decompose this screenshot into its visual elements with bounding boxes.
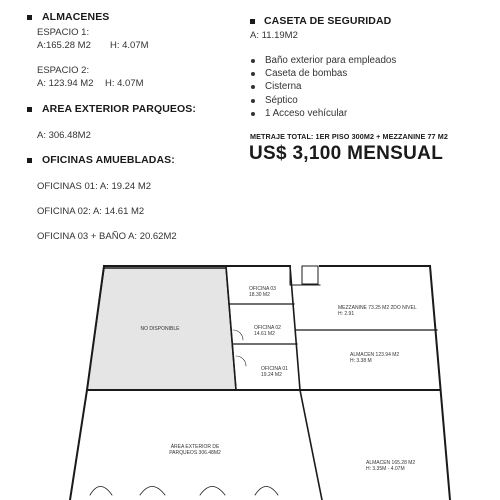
room-height: H: 2.91 <box>338 311 355 317</box>
parking-marking <box>90 487 112 496</box>
almacenes-heading: ALMACENES <box>42 11 110 23</box>
oficina03-info: OFICINA 03 + BAÑO A: 20.62M2 <box>37 231 177 242</box>
espacio1-height: H: 4.07M <box>110 40 149 51</box>
espacio2-area: A: 123.94 M2 <box>37 78 94 89</box>
oficina01-info: OFICINAS 01: A: 19.24 M2 <box>37 181 152 192</box>
list-item: 1 Acceso vehícular <box>250 107 396 120</box>
oficina02-info: OFICINA 02: A: 14.61 M2 <box>37 206 145 217</box>
almacen2-label <box>350 352 399 364</box>
caseta-area: A: 11.19M2 <box>250 30 298 41</box>
room-name: ÁREA EXTERIOR DE <box>170 444 220 450</box>
room-name: OFICINA 03 <box>249 286 276 292</box>
room-area: PARQUEOS 306.48M2 <box>169 450 221 456</box>
oficina01-label <box>261 366 288 378</box>
espacio2-label: ESPACIO 2: <box>37 65 90 76</box>
mezzanine-label <box>338 305 417 317</box>
room-name: OFICINA 01 <box>261 366 288 372</box>
list-item: Séptico <box>250 94 396 107</box>
list-item: Cisterna <box>250 80 396 93</box>
room-area: 19.24 M2 <box>261 372 282 378</box>
room-area: 18.30 M2 <box>249 292 270 298</box>
list-item: Caseta de bombas <box>250 67 396 80</box>
oficina02-label <box>254 325 281 337</box>
no-disponible-label: NO DISPONIBLE <box>140 326 180 332</box>
parqueos-heading: AREA EXTERIOR PARQUEOS: <box>42 103 196 115</box>
room-area: 14.61 M2 <box>254 331 275 337</box>
parking-marking <box>140 487 165 496</box>
almacen1-label <box>366 460 415 472</box>
door-swing <box>236 356 246 366</box>
room-name: MEZZANINE 73.25 M2 2DO NIVEL <box>338 305 417 311</box>
espacio1-area: A:165.28 M2 <box>37 40 91 51</box>
price: US$ 3,100 MENSUAL <box>249 143 444 164</box>
oficina03-label <box>249 286 276 298</box>
door-swing <box>233 330 243 340</box>
espacio1-label: ESPACIO 1: <box>37 27 90 38</box>
parqueos-area: A: 306.48M2 <box>37 130 91 141</box>
espacio2-height: H: 4.07M <box>105 78 144 89</box>
caseta-box <box>302 266 318 284</box>
parking-marking <box>255 487 278 496</box>
list-item: Baño exterior para empleados <box>250 54 396 67</box>
room-name: OFICINA 02 <box>254 325 281 331</box>
caseta-heading: CASETA DE SEGURIDAD <box>264 15 392 27</box>
wall-almacen-divider <box>300 390 322 500</box>
exterior-parqueos-label <box>150 444 240 456</box>
parking-marking <box>200 487 225 496</box>
metraje-total: METRAJE TOTAL: 1ER PISO 300M2 + MEZZANINE 77 M2 <box>250 132 448 141</box>
room-name: ALMACEN 123.94 M2 <box>350 352 400 358</box>
room-name: ALMACEN 165.28 M2 <box>366 460 416 466</box>
outer-wall-right <box>430 266 450 500</box>
room-height: H: 3.35M - 4.07M <box>366 466 405 472</box>
room-height: H: 3.38 M <box>350 358 372 364</box>
oficinas-heading: OFICINAS AMUEBLADAS: <box>42 154 175 166</box>
outer-wall-left-lower <box>70 390 87 500</box>
